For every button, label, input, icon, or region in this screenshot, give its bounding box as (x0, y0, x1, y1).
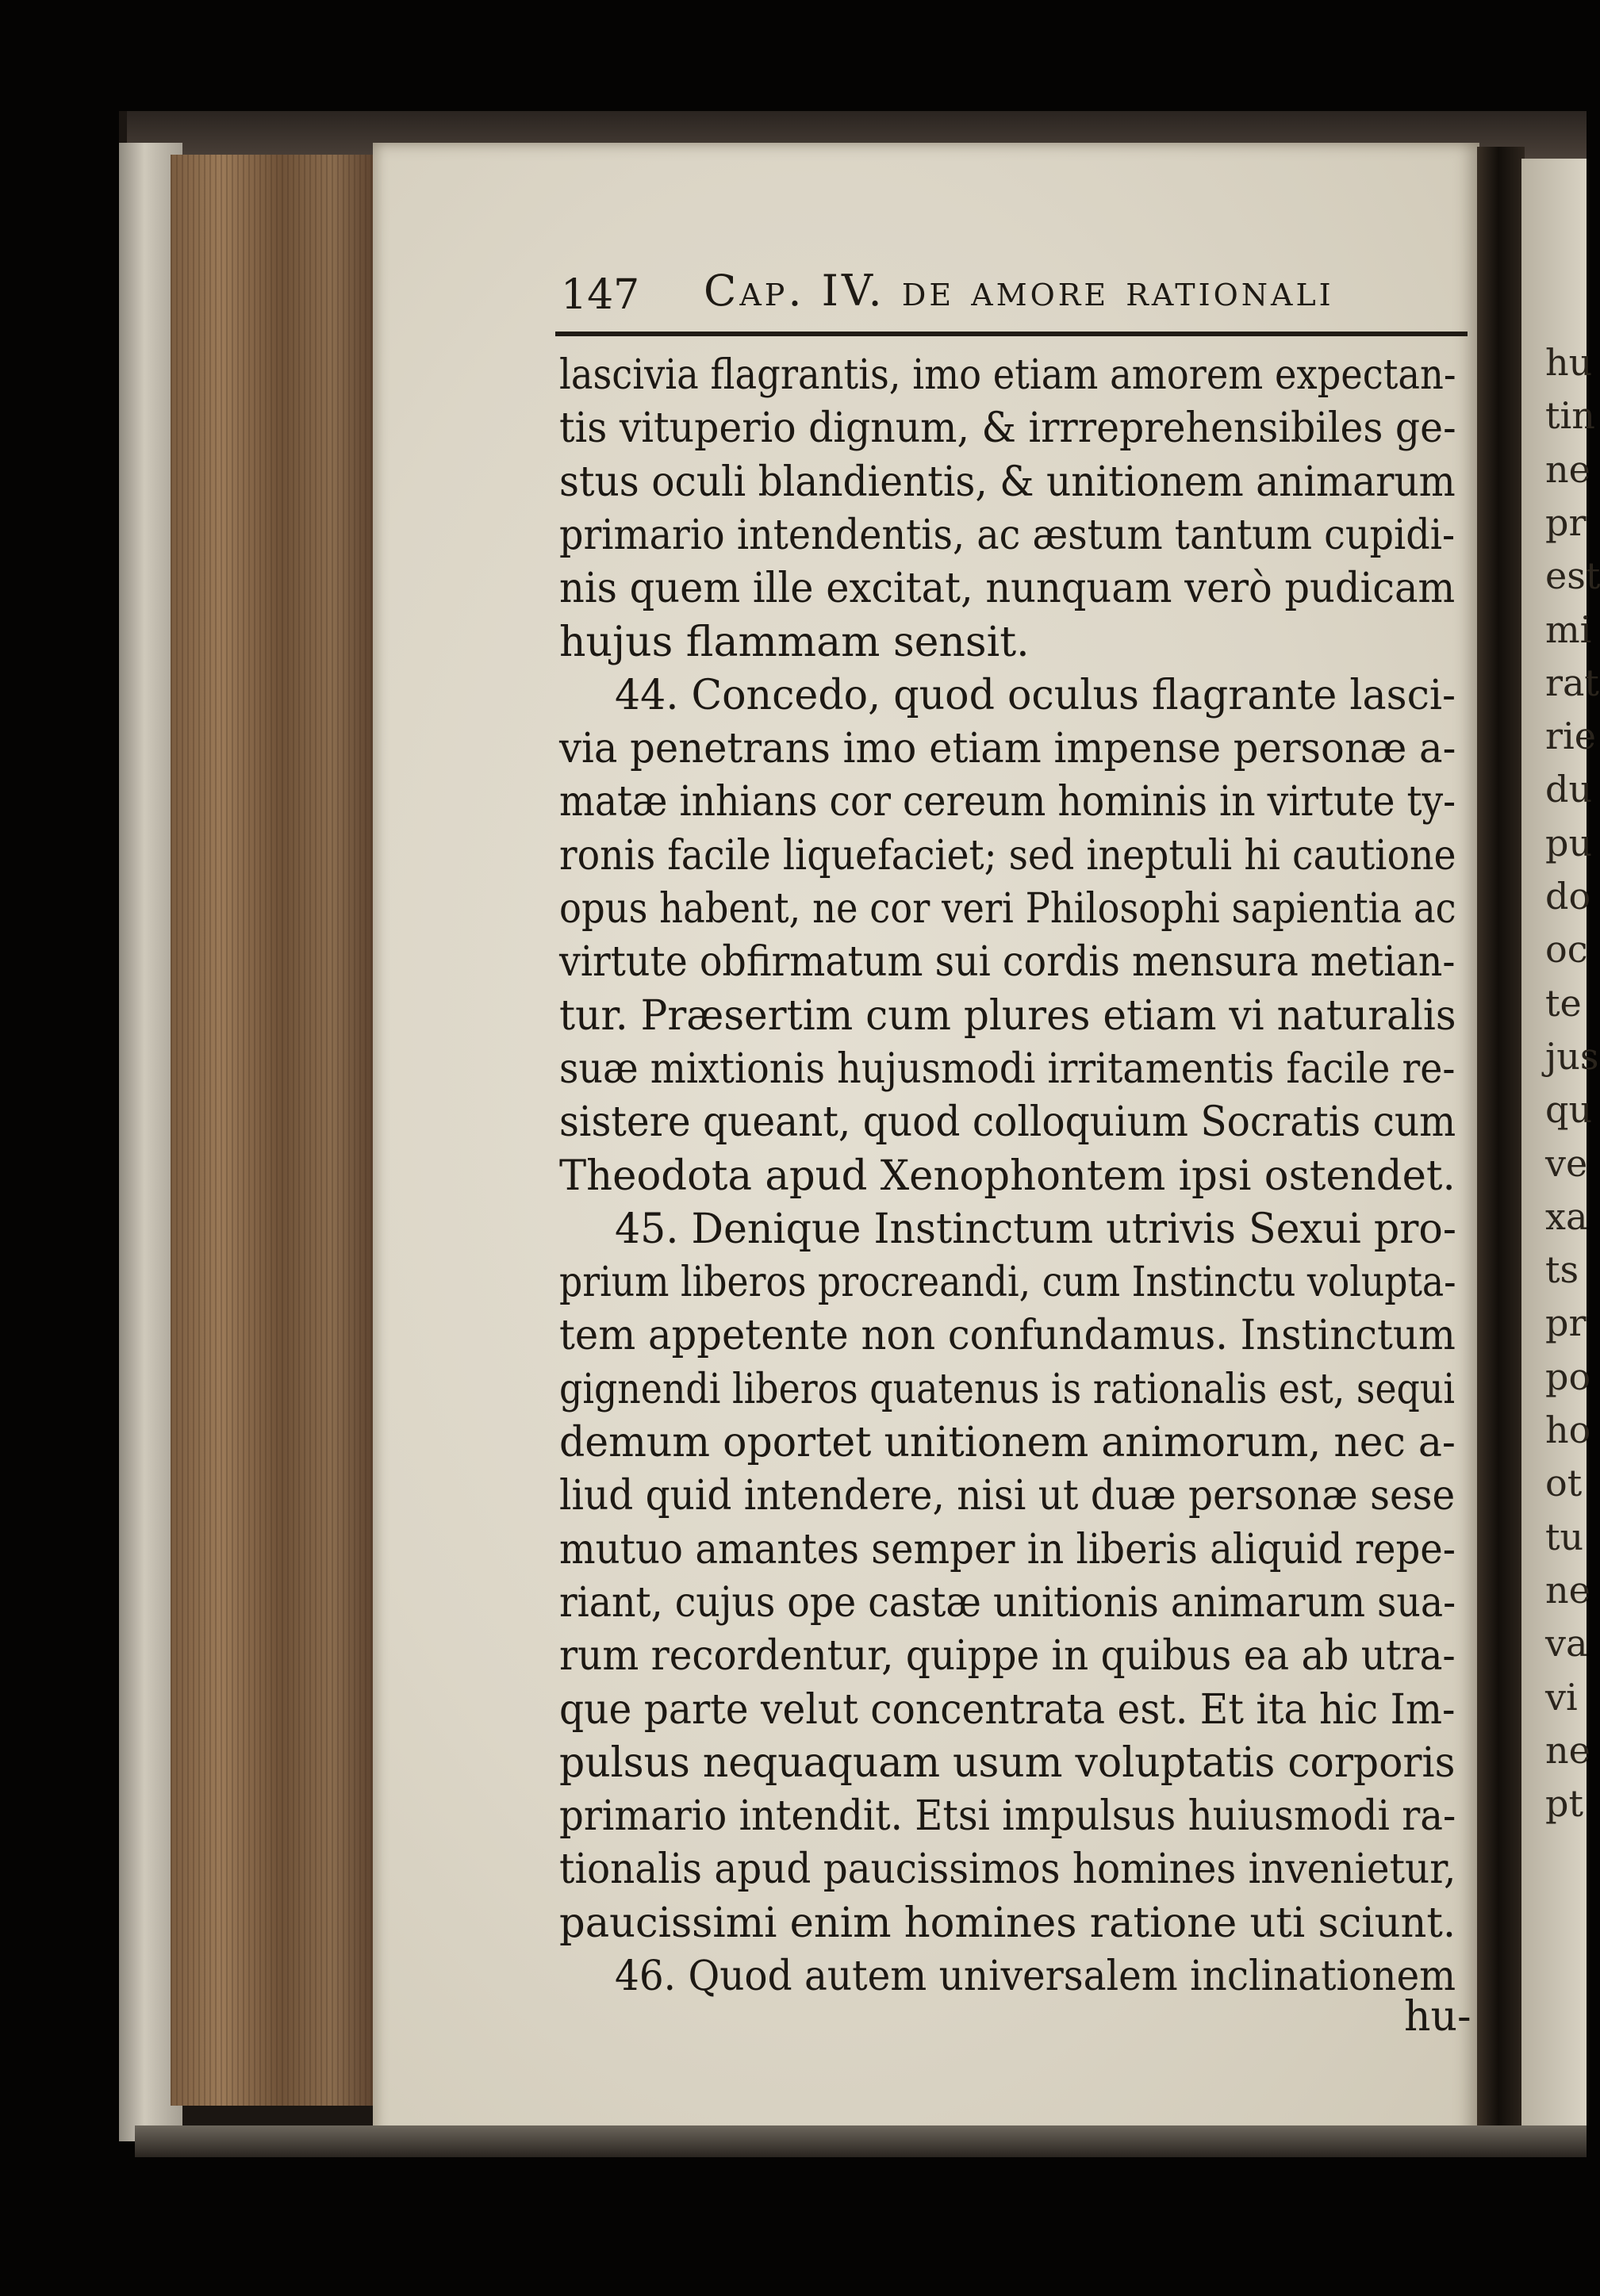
page-header (561, 262, 1469, 333)
text-line: via penetrans imo etiam impense personæ a- (559, 725, 1456, 773)
facing-page-text: du (1545, 768, 1593, 811)
text-line: matæ inhians cor cereum hominis in virtute ty- (559, 778, 1456, 826)
book-cover-bottom-edge (135, 2125, 1587, 2157)
facing-page-text: xa (1545, 1194, 1588, 1238)
text-line: tis vituperio dignum, & irrreprehensibiles ge- (559, 404, 1456, 453)
text-line: riant, cujus ope castæ unitionis animarum sua- (559, 1578, 1456, 1627)
text-line: hujus flammam sensit. (559, 618, 1030, 666)
text-line: tem appetente non confundamus. Instinctum (559, 1312, 1456, 1360)
text-line: rum recordentur, quippe in quibus ea ab utra- (559, 1632, 1456, 1681)
page-number: 147 (561, 271, 640, 319)
text-line: liud quid intendere, nisi ut duæ personæ sese (559, 1472, 1456, 1520)
text-line: Theodota apud Xenophontem ipsi ostendet. (559, 1152, 1456, 1200)
text-line: primario intendit. Etsi impulsus huiusmodi ra- (559, 1792, 1456, 1841)
facing-page-text: oc (1545, 928, 1588, 972)
page-block-edge (171, 155, 375, 2106)
facing-page-text: pr (1545, 1301, 1587, 1345)
facing-page-text: va (1545, 1622, 1588, 1665)
facing-page-text: po (1545, 1355, 1591, 1398)
book-gutter (1477, 147, 1525, 2153)
text-line: paucissimi enim homines ratione uti sciunt. (559, 1899, 1456, 1947)
header-rule (555, 332, 1468, 336)
running-title: Cap. IV. de amore rationali (704, 266, 1334, 316)
facing-page-text: pt (1545, 1782, 1583, 1826)
facing-page-text: ot (1545, 1462, 1583, 1505)
facing-page-text: ts (1545, 1248, 1579, 1292)
facing-page-text: do (1545, 875, 1591, 918)
facing-page-text: hu (1545, 341, 1593, 384)
text-line: que parte velut concentrata est. Et ita hic Im- (559, 1685, 1456, 1734)
text-line: tionalis apud paucissimos homines invenietur, (559, 1846, 1456, 1894)
text-line: nis quem ille excitat, nunquam verò pudicam (559, 565, 1456, 613)
text-line: sistere queant, quod colloquium Socratis cum (559, 1098, 1456, 1147)
text-line: pulsus nequaquam usum voluptatis corporis (559, 1738, 1456, 1787)
facing-page-text: ne (1545, 447, 1590, 491)
facing-page-text: rie (1545, 715, 1596, 758)
text-line: ronis facile liquefaciet; sed ineptuli hi cautione (559, 831, 1456, 880)
text-line: mutuo amantes semper in liberis aliquid repe- (559, 1525, 1456, 1573)
text-line: stus oculi blandientis, & unitionem animarum (559, 458, 1456, 506)
facing-page-text: pr (1545, 500, 1587, 544)
facing-page-text: rat (1545, 661, 1599, 704)
text-line: suæ mixtionis hujusmodi irritamentis facile re- (559, 1045, 1456, 1093)
text-line: lascivia flagrantis, imo etiam amorem expectan- (559, 351, 1456, 399)
facing-page-text: ne (1545, 1568, 1590, 1612)
facing-page-text: ho (1545, 1409, 1591, 1451)
facing-page-text: tu (1545, 1515, 1584, 1558)
facing-page-text: est (1545, 554, 1600, 598)
text-line: 46. Quod autem universalem inclinationem (615, 1953, 1456, 2000)
facing-page-text: vi (1545, 1675, 1578, 1719)
text-line: 44. Concedo, quod oculus flagrante lasci- (615, 671, 1456, 719)
facing-page-fragment (1521, 159, 1600, 2141)
text-line: 45. Denique Instinctum utrivis Sexui pro- (615, 1205, 1456, 1253)
facing-page-text: ve (1545, 1141, 1588, 1185)
text-line: tur. Præsertim cum plures etiam vi naturalis (559, 991, 1456, 1040)
facing-page-text: ne (1545, 1728, 1590, 1772)
facing-page-text: tin (1545, 394, 1595, 438)
facing-page-text: pu (1545, 821, 1593, 864)
text-line: opus habent, ne cor veri Philosophi sapientia ac (559, 885, 1456, 933)
catchword: hu- (1404, 1993, 1471, 2041)
facing-page-text: mi (1545, 608, 1592, 651)
facing-page-text: te (1545, 981, 1582, 1025)
text-line: prium liberos procreandi, cum Instinctu volupta- (559, 1259, 1456, 1307)
text-line: primario intendentis, ac æstum tantum cupidi- (559, 511, 1456, 559)
facing-page-text: jus (1545, 1034, 1599, 1078)
facing-page-text: qu (1545, 1088, 1593, 1132)
text-line: gignendi liberos quatenus is rationalis est, sequi (559, 1365, 1456, 1413)
text-line: virtute obfirmatum sui cordis mensura metian- (559, 938, 1456, 987)
text-line: demum oportet unitionem animorum, nec a- (559, 1419, 1456, 1466)
